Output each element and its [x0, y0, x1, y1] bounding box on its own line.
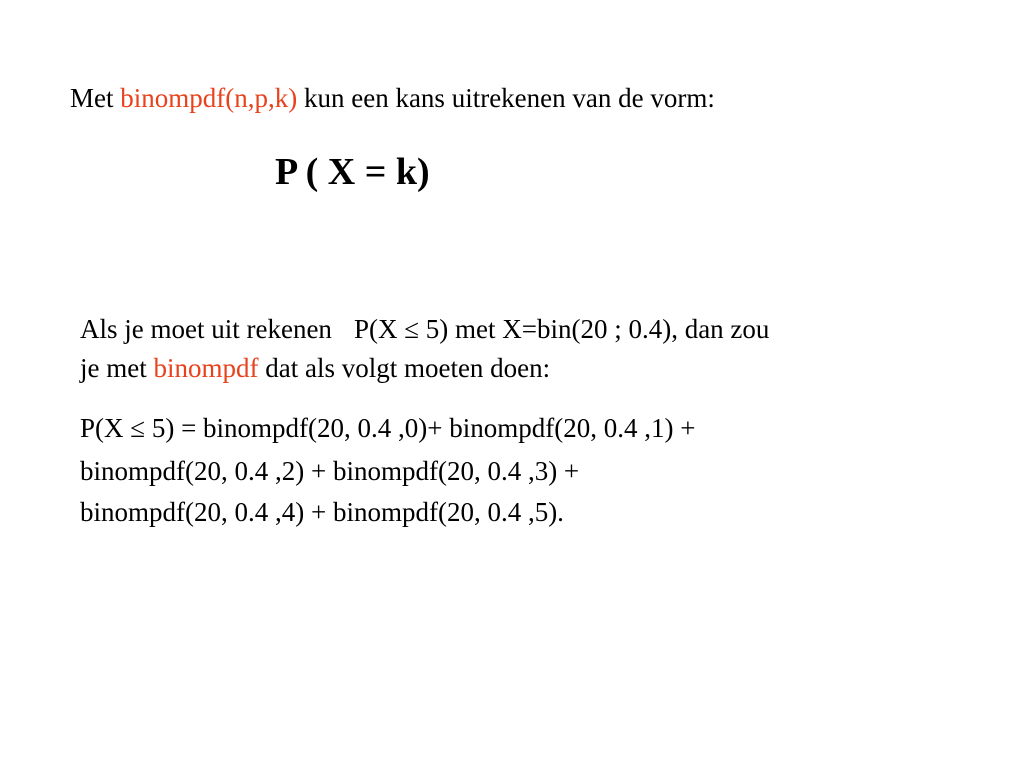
example-line-1-text: Als je moet uit rekenen	[80, 314, 332, 344]
intro-suffix: kun een kans uitrekenen van de vorm:	[297, 83, 715, 113]
expansion-line-1: P(X ≤ 5) = binompdf(20, 0.4 ,0)+ binompdf(20, 0.4 ,1) +	[80, 413, 696, 443]
intro-sentence	[70, 83, 715, 113]
example-line-1-expression: P(X ≤ 5) met X=bin(20 ; 0.4), dan zou	[353, 314, 770, 344]
expansion-line-2: binompdf(20, 0.4 ,2) + binompdf(20, 0.4 ,3) +	[80, 456, 580, 486]
example-line-2-suffix: dat als volgt moeten doen:	[258, 353, 551, 383]
expansion-line-3: binompdf(20, 0.4 ,4) + binompdf(20, 0.4 ,5).	[80, 497, 564, 527]
intro-function-name: binompdf(n,p,k)	[120, 83, 298, 113]
intro-prefix: Met	[70, 83, 121, 113]
example-line-2	[80, 353, 550, 383]
example-line-2-function: binompdf	[153, 353, 259, 383]
example-line-2-prefix: je met	[80, 353, 154, 383]
example-line-1	[80, 314, 769, 344]
probability-formula: P ( X = k)	[275, 151, 430, 193]
